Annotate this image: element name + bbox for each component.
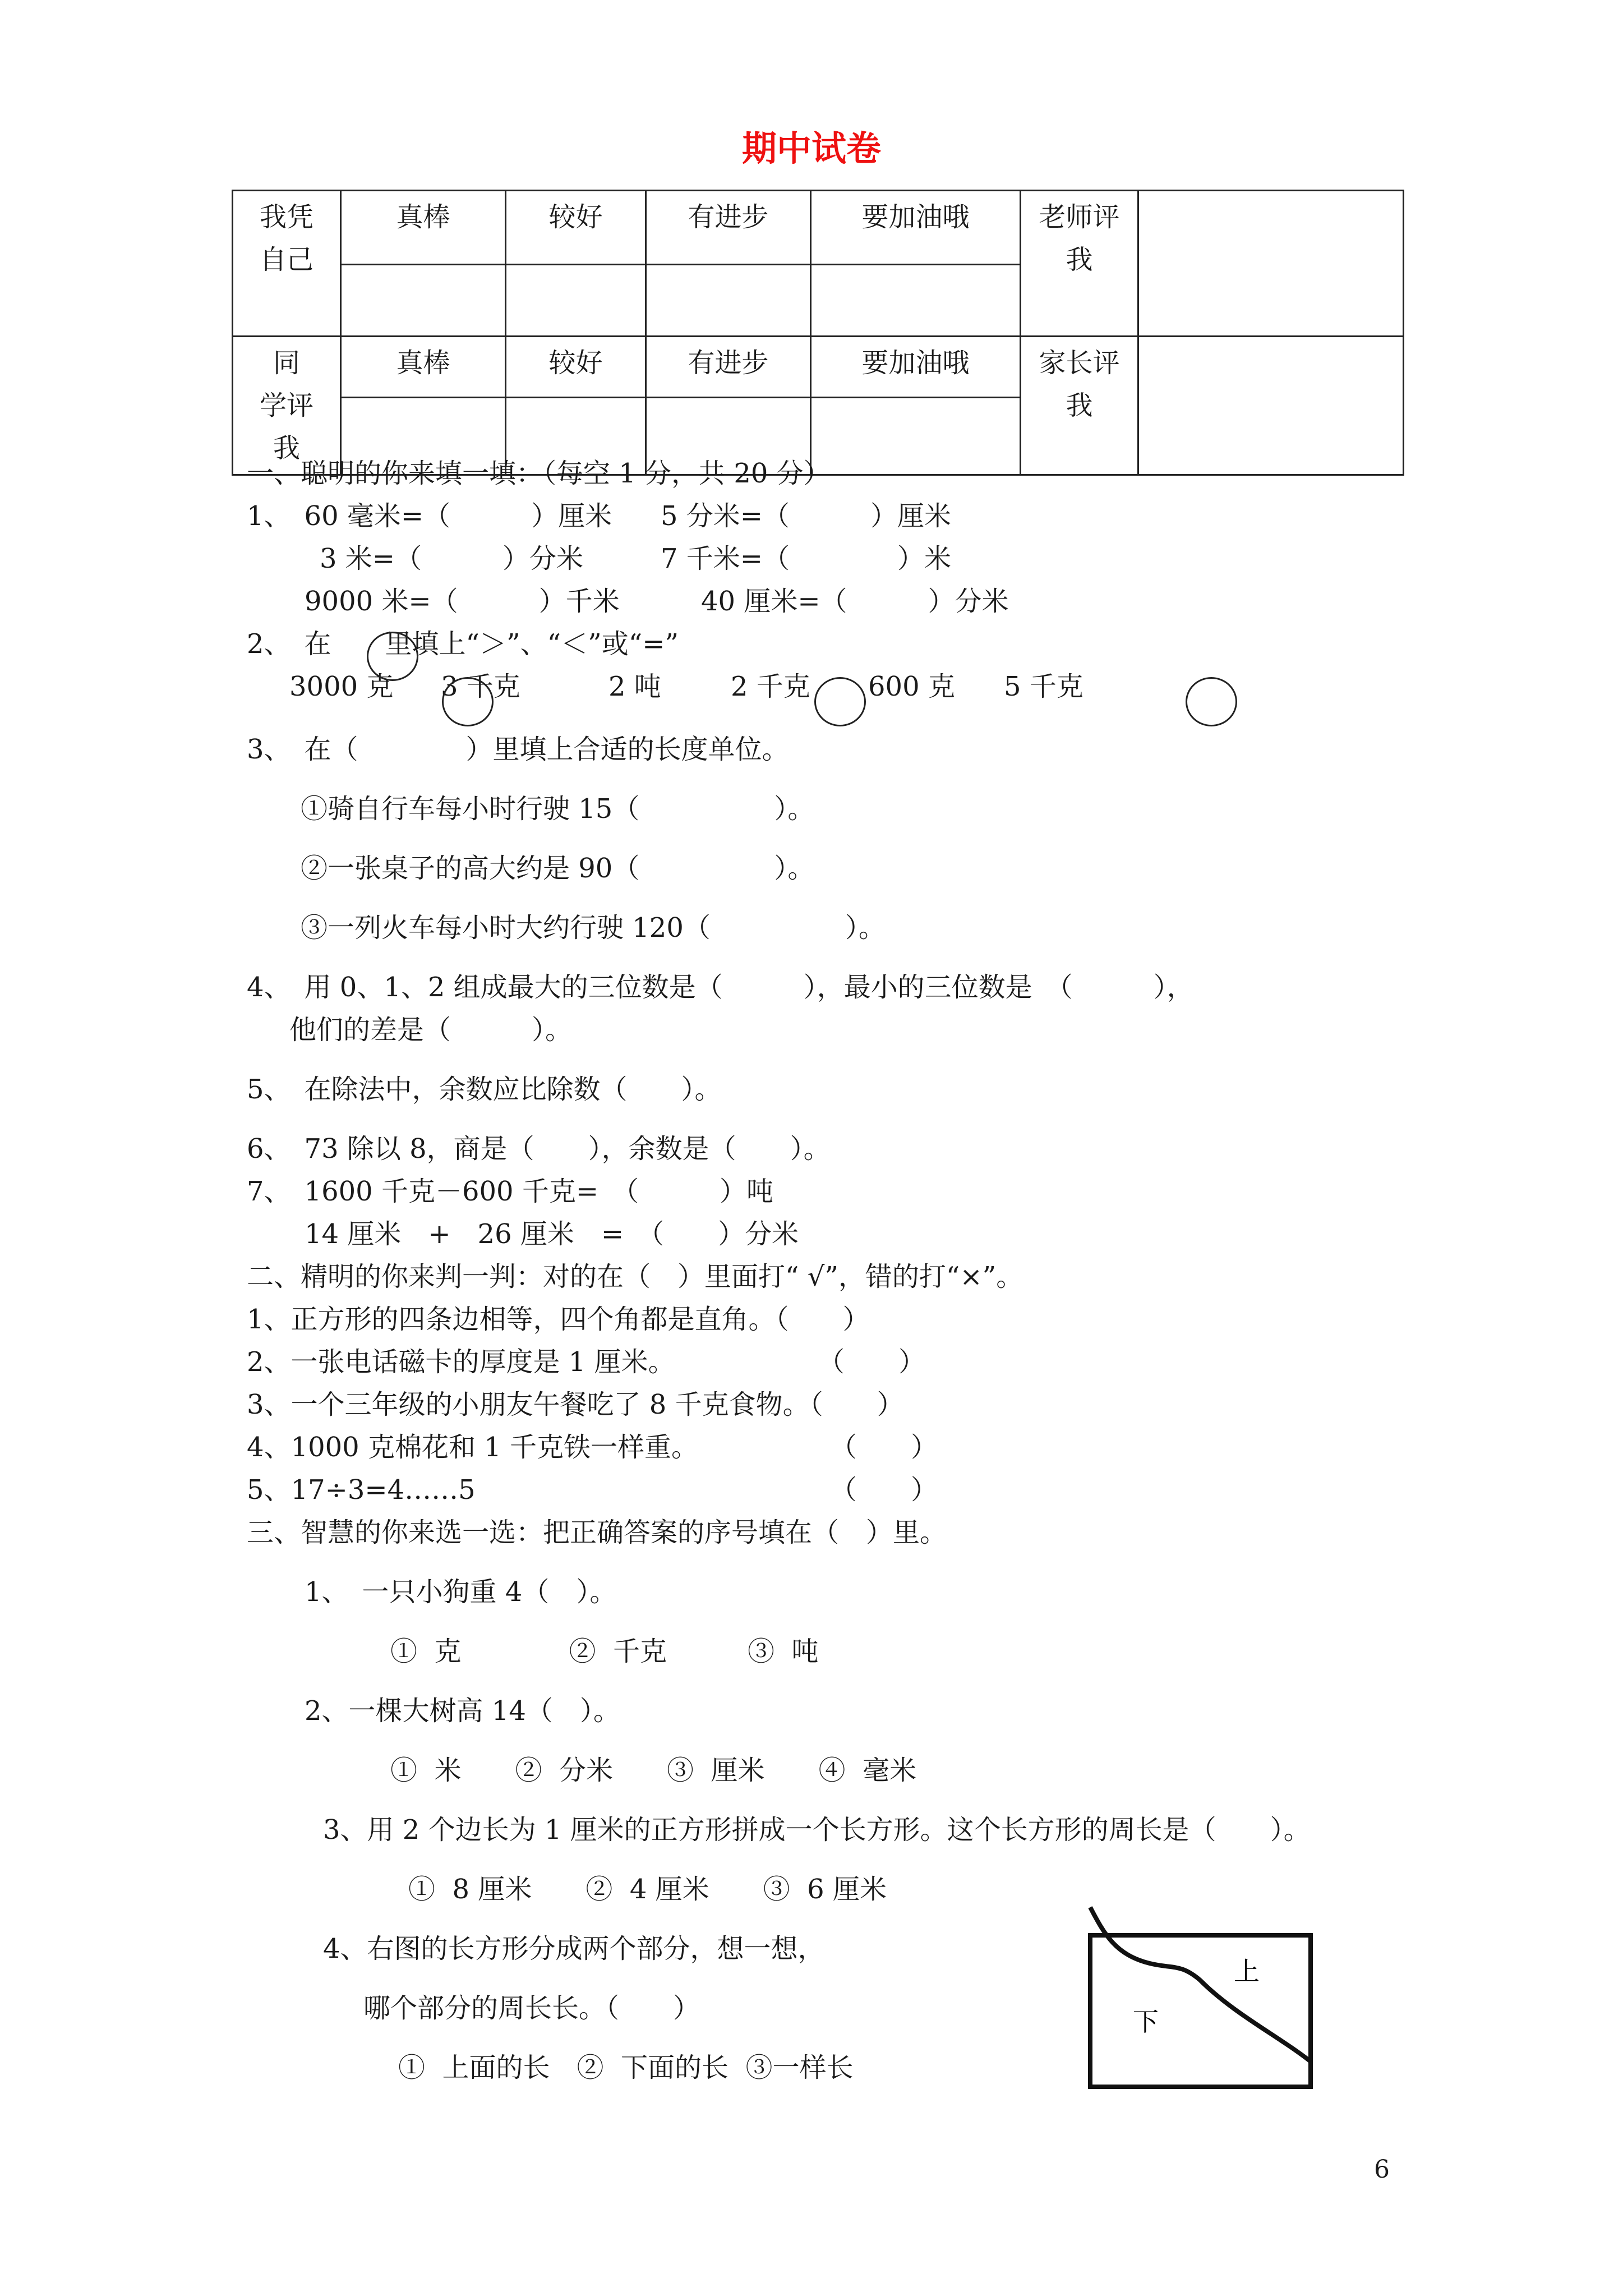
choice-q4-options: ① 上面的长 ② 下面的长 ③一样长 [398,2052,854,2083]
q2-stem: 2、 在 里填上“＞”、“＜”或“=” [247,628,679,660]
figure-rectangle [1090,1935,1311,2087]
level-keep-trying: 要加油哦 [811,191,1021,265]
self-mark-cell[interactable] [506,265,646,337]
choice-q1-options: ① 克 ② 千克 ③ 吨 [390,1636,819,1667]
judge-item: 2、一张电话磁卡的厚度是 1 厘米。 [247,1346,675,1378]
self-mark-cell[interactable] [341,265,506,337]
teacher-eval-label: 老师评我 [1021,191,1138,337]
q2-item: 5 千克 [1004,671,1083,702]
page-title: 期中试卷 [741,128,881,169]
q2-item: 3000 克 [289,671,394,702]
parent-eval-label: 家长评我 [1021,337,1138,475]
choice-q2: 2、一棵大树高 14（ ）。 [305,1695,620,1727]
compare-circle[interactable] [1186,677,1237,726]
q2-item: 2 千克 [731,671,810,702]
evaluation-table [232,190,1404,476]
level-progress: 有进步 [646,337,811,398]
q1-km-to-m: 7 千米=（ ）米 [661,543,952,574]
level-progress: 有进步 [646,191,811,265]
judge-item: 1、正方形的四条边相等，四个角都是直角。（ ） [247,1304,870,1335]
choice-q3: 3、用 2 个边长为 1 厘米的正方形拼成一个长方形。这个长方形的周长是（ ）。 [323,1814,1311,1846]
teacher-eval-box[interactable] [1138,191,1404,337]
level-good: 较好 [506,337,646,398]
q2-item: 600 克 [868,671,955,702]
judge-paren[interactable]: （ ） [830,1432,938,1463]
judge-item: 3、一个三年级的小朋友午餐吃了 8 千克食物。（ ） [247,1389,904,1420]
q2-item: 3 千克 [441,671,520,702]
choice-q4-line2: 哪个部分的周长长。（ ） [363,1993,700,2024]
q3-stem: 3、 在（ ）里填上合适的长度单位。 [247,734,789,765]
q7-line1: 7、 1600 千克－600 千克= （ ）吨 [247,1176,774,1207]
self-mark-cell[interactable] [811,265,1021,337]
compare-circle[interactable] [367,632,418,681]
self-mark-cell[interactable] [646,265,811,337]
q5: 5、 在除法中，余数应比除数（ ）。 [247,1074,722,1105]
self-eval-label: 我凭自己 [233,191,341,337]
q4-line1: 4、 用 0、1、2 组成最大的三位数是（ ），最小的三位数是 （ ）， [247,972,1194,1003]
section2-heading: 二、精明的你来判一判：对的在（ ）里面打“ √”，错的打“×”。 [247,1261,1023,1292]
compare-circle[interactable] [814,677,866,726]
compare-circle[interactable] [442,677,494,726]
section1-heading: 一、聪明的你来填一填：（每空 1 分，共 20 分） [247,458,831,489]
choice-q2-options: ① 米 ② 分米 ③ 厘米 ④ 毫米 [390,1755,917,1786]
peer-mark-cell[interactable] [811,398,1021,475]
q7-line2: 14 厘米 + 26 厘米 = （ ）分米 [305,1218,799,1250]
choice-q3-options: ① 8 厘米 ② 4 厘米 ③ 6 厘米 [408,1874,887,1905]
judge-paren[interactable]: （ ） [818,1346,926,1378]
level-great: 真棒 [341,337,506,398]
rectangle-figure [1066,1896,1324,2104]
figure-label-upper: 上 [1234,1956,1260,1986]
judge-item: 5、17÷3=4……5 [247,1474,476,1506]
level-keep-trying: 要加油哦 [811,337,1021,398]
q1-dm-to-cm: 5 分米=（ ）厘米 [661,500,952,532]
figure-dividing-curve [1090,1907,1311,2062]
page-number: 6 [1374,2155,1390,2184]
q6: 6、 73 除以 8，商是（ ），余数是（ ）。 [247,1133,831,1165]
level-great: 真棒 [341,191,506,265]
peer-eval-label: 同 学评我 [233,337,341,475]
level-good: 较好 [506,191,646,265]
q1-mm-to-cm: 1、 60 毫米=（ ）厘米 [247,500,612,532]
choice-q1: 1、 一只小狗重 4（ ）。 [305,1576,617,1608]
parent-eval-box[interactable] [1138,337,1404,475]
q1-m-to-dm: 3 米=（ ）分米 [320,543,584,574]
choice-q4-line1: 4、右图的长方形分成两个部分，想一想， [323,1933,825,1964]
q3-item: ③一列火车每小时大约行驶 120（ ）。 [301,912,886,944]
q1-cm-to-dm: 40 厘米=（ ）分米 [701,586,1009,617]
q1-m-to-km: 9000 米=（ ）千米 [305,586,620,617]
judge-item: 4、1000 克棉花和 1 千克铁一样重。 [247,1432,699,1463]
section3-heading: 三、智慧的你来选一选：把正确答案的序号填在（ ）里。 [247,1517,947,1548]
judge-paren[interactable]: （ ） [830,1474,938,1506]
q2-item: 2 吨 [608,671,661,702]
figure-label-lower: 下 [1133,2007,1159,2037]
q4-line2: 他们的差是（ ）。 [289,1014,573,1046]
q3-item: ①骑自行车每小时行驶 15（ ）。 [301,793,815,825]
q3-item: ②一张桌子的高大约是 90（ ）。 [301,853,815,884]
